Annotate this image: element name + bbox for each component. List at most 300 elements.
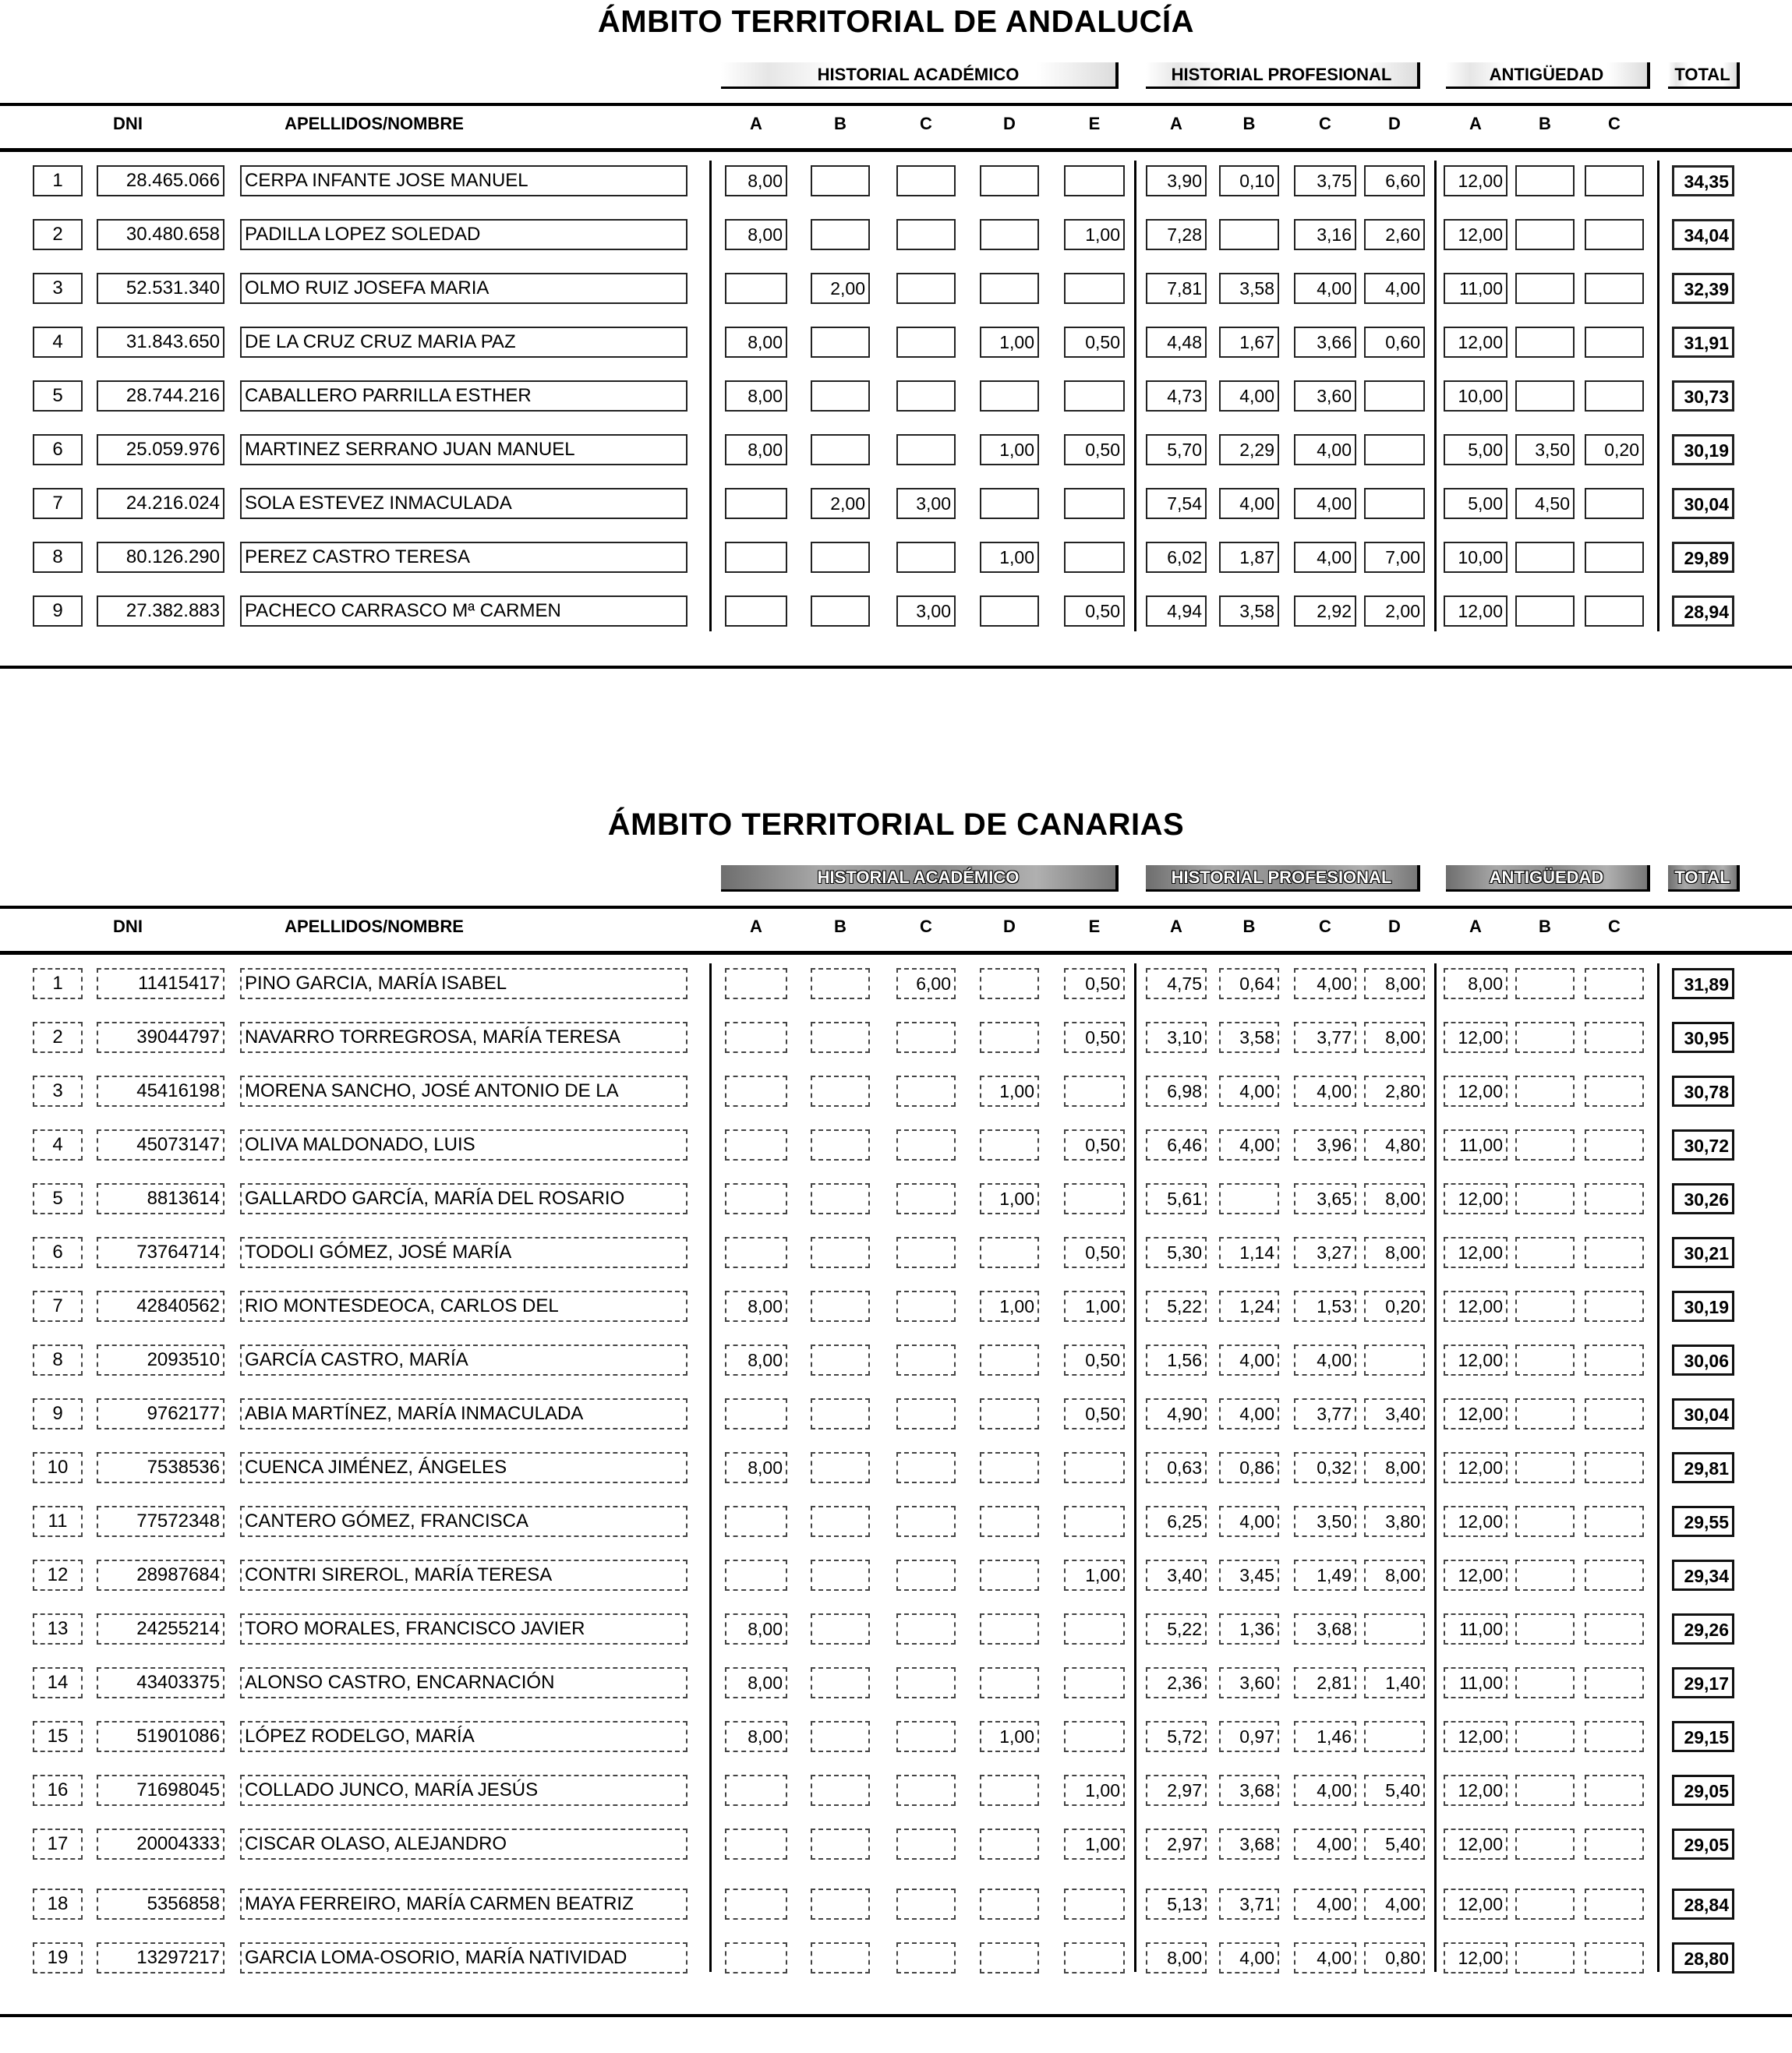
table-row (0, 1613, 1792, 1645)
hp-d-cell: 0,20 (1364, 1291, 1425, 1322)
group-historial-academico: HISTORIAL ACADÉMICO (721, 865, 1119, 892)
ha-d-cell (980, 1022, 1039, 1053)
ha-c-cell (896, 273, 956, 304)
table-row (0, 1398, 1792, 1429)
column-header-hp-d: D (1388, 114, 1401, 133)
hp-a-cell: 4,75 (1146, 968, 1207, 999)
ant-c-cell (1585, 1345, 1644, 1376)
ha-a-cell: 8,00 (725, 1452, 787, 1483)
ha-b-cell (811, 1560, 870, 1591)
dni-cell: 27.382.883 (97, 595, 224, 627)
ha-c-cell (896, 1076, 956, 1107)
ant-b-cell (1515, 219, 1575, 250)
total-cell: 30,21 (1672, 1237, 1734, 1268)
name-cell: GARCIA LOMA-OSORIO, MARÍA NATIVIDAD (240, 1942, 687, 1973)
ha-a-cell: 8,00 (725, 1721, 787, 1752)
hp-d-cell (1364, 1345, 1425, 1376)
ha-a-cell (725, 1560, 787, 1591)
hp-b-cell: 4,00 (1219, 1129, 1279, 1161)
total-cell: 34,04 (1672, 219, 1734, 250)
ant-c-cell (1585, 1076, 1644, 1107)
table-row (0, 1345, 1792, 1376)
ant-b-cell (1515, 1129, 1575, 1161)
hp-b-cell: 4,00 (1219, 1076, 1279, 1107)
hp-a-cell: 6,98 (1146, 1076, 1207, 1107)
ant-a-cell: 12,00 (1444, 1452, 1507, 1483)
column-header-hp-d: D (1388, 917, 1401, 936)
ant-b-cell (1515, 595, 1575, 627)
column-header-ha-d: D (1003, 114, 1016, 133)
hp-c-cell: 3,77 (1294, 1022, 1356, 1053)
row-number: 10 (33, 1452, 83, 1483)
column-header-ha-d: D (1003, 917, 1016, 936)
hp-a-cell: 2,36 (1146, 1667, 1207, 1698)
ha-b-cell (811, 1667, 870, 1698)
name-cell: MORENA SANCHO, JOSÉ ANTONIO DE LA (240, 1076, 687, 1107)
hp-a-cell: 5,22 (1146, 1291, 1207, 1322)
column-header-dni: DNI (113, 917, 143, 936)
hp-a-cell: 5,13 (1146, 1889, 1207, 1920)
ha-e-cell: 0,50 (1064, 434, 1125, 465)
ha-a-cell (725, 1942, 787, 1973)
name-cell: CUENCA JIMÉNEZ, ÁNGELES (240, 1452, 687, 1483)
ant-a-cell: 11,00 (1444, 1129, 1507, 1161)
table-row (0, 1452, 1792, 1483)
ant-a-cell: 12,00 (1444, 1942, 1507, 1973)
hp-d-cell: 4,80 (1364, 1129, 1425, 1161)
ant-b-cell (1515, 1022, 1575, 1053)
hp-d-cell (1364, 1721, 1425, 1752)
ha-a-cell: 8,00 (725, 1613, 787, 1645)
ha-e-cell: 0,50 (1064, 1129, 1125, 1161)
hp-c-cell: 3,27 (1294, 1237, 1356, 1268)
ant-a-cell: 12,00 (1444, 1237, 1507, 1268)
column-header-ha-a: A (750, 114, 762, 133)
name-cell: CERPA INFANTE JOSE MANUEL (240, 165, 687, 196)
column-header-ha-b: B (834, 917, 847, 936)
ant-a-cell: 12,00 (1444, 1398, 1507, 1429)
dni-cell: 28987684 (97, 1560, 224, 1591)
hp-c-cell: 4,00 (1294, 488, 1356, 519)
hp-d-cell: 8,00 (1364, 1452, 1425, 1483)
name-cell: OLMO RUIZ JOSEFA MARIA (240, 273, 687, 304)
ant-b-cell (1515, 1942, 1575, 1973)
table-row (0, 488, 1792, 519)
row-number: 18 (33, 1889, 83, 1920)
hp-d-cell: 2,00 (1364, 595, 1425, 627)
table-row (0, 1506, 1792, 1537)
table-row (0, 1237, 1792, 1268)
ha-b-cell (811, 219, 870, 250)
dni-cell: 5356858 (97, 1889, 224, 1920)
column-header-ant-c: C (1608, 917, 1621, 936)
row-number: 6 (33, 1237, 83, 1268)
ha-c-cell (896, 1667, 956, 1698)
ha-d-cell (980, 1452, 1039, 1483)
ha-e-cell: 1,00 (1064, 1560, 1125, 1591)
ha-d-cell: 1,00 (980, 1076, 1039, 1107)
ha-d-cell: 1,00 (980, 1291, 1039, 1322)
row-number: 7 (33, 488, 83, 519)
ha-c-cell (896, 1613, 956, 1645)
ha-b-cell (811, 165, 870, 196)
ha-d-cell (980, 380, 1039, 412)
ha-b-cell (811, 595, 870, 627)
ant-c-cell (1585, 1291, 1644, 1322)
name-cell: PEREZ CASTRO TERESA (240, 542, 687, 573)
row-number: 5 (33, 380, 83, 412)
total-cell: 29,81 (1672, 1452, 1734, 1483)
hp-b-cell (1219, 1183, 1279, 1214)
hp-c-cell: 3,65 (1294, 1183, 1356, 1214)
hp-b-cell: 2,29 (1219, 434, 1279, 465)
dni-cell: 28.744.216 (97, 380, 224, 412)
group-historial-profesional: HISTORIAL PROFESIONAL (1146, 865, 1420, 892)
column-header-name: APELLIDOS/NOMBRE (285, 114, 464, 133)
ha-d-cell (980, 1613, 1039, 1645)
hp-a-cell: 0,63 (1146, 1452, 1207, 1483)
ant-b-cell: 3,50 (1515, 434, 1575, 465)
total-cell: 29,15 (1672, 1721, 1734, 1752)
ha-c-cell (896, 1775, 956, 1806)
ha-c-cell (896, 1237, 956, 1268)
ant-c-cell (1585, 1775, 1644, 1806)
ha-a-cell: 8,00 (725, 434, 787, 465)
ha-a-cell: 8,00 (725, 165, 787, 196)
name-cell: CABALLERO PARRILLA ESTHER (240, 380, 687, 412)
ha-a-cell (725, 1183, 787, 1214)
hp-b-cell: 4,00 (1219, 380, 1279, 412)
ant-c-cell (1585, 1506, 1644, 1537)
ha-c-cell (896, 1345, 956, 1376)
column-header-ha-e: E (1088, 114, 1101, 133)
ha-d-cell: 1,00 (980, 542, 1039, 573)
hp-a-cell: 7,54 (1146, 488, 1207, 519)
table-row (0, 1560, 1792, 1591)
total-cell: 30,04 (1672, 1398, 1734, 1429)
group-historial-profesional: HISTORIAL PROFESIONAL (1146, 62, 1420, 89)
ha-a-cell (725, 1022, 787, 1053)
ha-c-cell (896, 1942, 956, 1973)
hp-d-cell: 5,40 (1364, 1775, 1425, 1806)
ant-a-cell: 12,00 (1444, 1889, 1507, 1920)
ha-d-cell (980, 1129, 1039, 1161)
header-rule-bottom (0, 951, 1792, 955)
hp-b-cell: 0,10 (1219, 165, 1279, 196)
ha-c-cell (896, 1452, 956, 1483)
hp-a-cell: 4,94 (1146, 595, 1207, 627)
hp-d-cell (1364, 1613, 1425, 1645)
row-number: 11 (33, 1506, 83, 1537)
total-cell: 31,91 (1672, 327, 1734, 358)
row-number: 14 (33, 1667, 83, 1698)
dni-cell: 39044797 (97, 1022, 224, 1053)
hp-d-cell: 2,60 (1364, 219, 1425, 250)
hp-b-cell: 1,87 (1219, 542, 1279, 573)
ant-c-cell (1585, 165, 1644, 196)
hp-a-cell: 5,72 (1146, 1721, 1207, 1752)
ha-e-cell (1064, 165, 1125, 196)
ha-d-cell (980, 219, 1039, 250)
column-header-ha-c: C (920, 114, 932, 133)
ant-c-cell (1585, 1237, 1644, 1268)
ha-b-cell (811, 968, 870, 999)
hp-c-cell: 4,00 (1294, 434, 1356, 465)
table-row (0, 273, 1792, 304)
ant-b-cell (1515, 1613, 1575, 1645)
ha-d-cell (980, 1237, 1039, 1268)
dni-cell: 43403375 (97, 1667, 224, 1698)
ha-e-cell: 0,50 (1064, 1022, 1125, 1053)
total-cell: 32,39 (1672, 273, 1734, 304)
ha-d-cell (980, 273, 1039, 304)
dni-cell: 80.126.290 (97, 542, 224, 573)
dni-cell: 24255214 (97, 1613, 224, 1645)
ha-c-cell (896, 1129, 956, 1161)
hp-c-cell: 4,00 (1294, 1345, 1356, 1376)
ha-d-cell (980, 968, 1039, 999)
table-row (0, 219, 1792, 250)
column-header-hp-b: B (1242, 114, 1256, 133)
ant-c-cell (1585, 488, 1644, 519)
hp-d-cell: 0,80 (1364, 1942, 1425, 1973)
hp-c-cell: 1,49 (1294, 1560, 1356, 1591)
total-cell: 30,72 (1672, 1129, 1734, 1161)
ha-a-cell: 8,00 (725, 327, 787, 358)
ant-b-cell (1515, 968, 1575, 999)
hp-d-cell: 5,40 (1364, 1829, 1425, 1860)
hp-b-cell: 3,60 (1219, 1667, 1279, 1698)
dni-cell: 20004333 (97, 1829, 224, 1860)
dni-cell: 45073147 (97, 1129, 224, 1161)
hp-b-cell: 1,14 (1219, 1237, 1279, 1268)
ha-e-cell (1064, 1506, 1125, 1537)
column-header-dni: DNI (113, 114, 143, 133)
ant-b-cell (1515, 1237, 1575, 1268)
table-row (0, 165, 1792, 196)
dni-cell: 25.059.976 (97, 434, 224, 465)
row-number: 19 (33, 1942, 83, 1973)
hp-b-cell: 4,00 (1219, 1942, 1279, 1973)
hp-a-cell: 6,25 (1146, 1506, 1207, 1537)
section-end-rule (0, 666, 1792, 669)
group-total: TOTAL (1668, 865, 1740, 892)
row-number: 17 (33, 1829, 83, 1860)
hp-c-cell: 3,75 (1294, 165, 1356, 196)
row-number: 2 (33, 219, 83, 250)
ha-b-cell (811, 380, 870, 412)
name-cell: GARCÍA CASTRO, MARÍA (240, 1345, 687, 1376)
ha-a-cell (725, 1129, 787, 1161)
row-number: 6 (33, 434, 83, 465)
ha-b-cell (811, 434, 870, 465)
ant-b-cell (1515, 1345, 1575, 1376)
total-cell: 29,17 (1672, 1667, 1734, 1698)
section-title: ÁMBITO TERRITORIAL DE ANDALUCÍA (597, 5, 1195, 39)
name-cell: TODOLI GÓMEZ, JOSÉ MARÍA (240, 1237, 687, 1268)
ant-c-cell (1585, 1022, 1644, 1053)
table-row (0, 1829, 1792, 1860)
ant-a-cell: 12,00 (1444, 1345, 1507, 1376)
dni-cell: 2093510 (97, 1345, 224, 1376)
name-cell: NAVARRO TORREGROSA, MARÍA TERESA (240, 1022, 687, 1053)
ant-b-cell (1515, 1291, 1575, 1322)
column-header-hp-b: B (1242, 917, 1256, 936)
name-cell: CANTERO GÓMEZ, FRANCISCA (240, 1506, 687, 1537)
ant-a-cell: 12,00 (1444, 219, 1507, 250)
ha-e-cell (1064, 1452, 1125, 1483)
hp-c-cell: 4,00 (1294, 1829, 1356, 1860)
hp-b-cell: 4,00 (1219, 1398, 1279, 1429)
hp-d-cell: 4,00 (1364, 273, 1425, 304)
hp-c-cell: 1,46 (1294, 1721, 1356, 1752)
hp-b-cell: 3,68 (1219, 1829, 1279, 1860)
ha-e-cell: 1,00 (1064, 1829, 1125, 1860)
hp-c-cell: 4,00 (1294, 1775, 1356, 1806)
ant-b-cell (1515, 1829, 1575, 1860)
row-number: 3 (33, 1076, 83, 1107)
hp-b-cell: 4,00 (1219, 488, 1279, 519)
total-cell: 29,26 (1672, 1613, 1734, 1645)
hp-d-cell: 8,00 (1364, 1022, 1425, 1053)
ha-c-cell (896, 165, 956, 196)
ha-c-cell (896, 1506, 956, 1537)
total-cell: 29,55 (1672, 1506, 1734, 1537)
name-cell: TORO MORALES, FRANCISCO JAVIER (240, 1613, 687, 1645)
header-rule-top (0, 906, 1792, 909)
ant-a-cell: 12,00 (1444, 1291, 1507, 1322)
ant-c-cell: 0,20 (1585, 434, 1644, 465)
ha-a-cell (725, 968, 787, 999)
group-antiguedad: ANTIGÜEDAD (1446, 62, 1650, 89)
ha-d-cell (980, 1398, 1039, 1429)
hp-a-cell: 7,28 (1146, 219, 1207, 250)
row-number: 8 (33, 1345, 83, 1376)
ha-d-cell (980, 1506, 1039, 1537)
ha-b-cell: 2,00 (811, 488, 870, 519)
row-number: 16 (33, 1775, 83, 1806)
hp-a-cell: 5,70 (1146, 434, 1207, 465)
total-cell: 30,04 (1672, 488, 1734, 519)
name-cell: MARTINEZ SERRANO JUAN MANUEL (240, 434, 687, 465)
total-cell: 29,05 (1672, 1829, 1734, 1860)
dni-cell: 77572348 (97, 1506, 224, 1537)
ant-c-cell (1585, 1889, 1644, 1920)
hp-a-cell: 4,73 (1146, 380, 1207, 412)
column-header-ant-a: A (1469, 114, 1482, 133)
group-total: TOTAL (1668, 62, 1740, 89)
table-row (0, 1889, 1792, 1920)
hp-b-cell: 1,24 (1219, 1291, 1279, 1322)
ha-a-cell (725, 1506, 787, 1537)
ha-e-cell (1064, 1076, 1125, 1107)
ha-b-cell (811, 327, 870, 358)
hp-d-cell: 8,00 (1364, 1560, 1425, 1591)
ha-b-cell (811, 1398, 870, 1429)
ant-c-cell (1585, 1667, 1644, 1698)
hp-c-cell: 4,00 (1294, 542, 1356, 573)
table-row (0, 1129, 1792, 1161)
ha-e-cell (1064, 1942, 1125, 1973)
ant-a-cell: 11,00 (1444, 1667, 1507, 1698)
ha-e-cell (1064, 1183, 1125, 1214)
ha-e-cell: 1,00 (1064, 1775, 1125, 1806)
ha-c-cell: 3,00 (896, 595, 956, 627)
table-row (0, 595, 1792, 627)
table-row (0, 1291, 1792, 1322)
hp-b-cell (1219, 219, 1279, 250)
dni-cell: 45416198 (97, 1076, 224, 1107)
hp-d-cell: 2,80 (1364, 1076, 1425, 1107)
ha-a-cell (725, 488, 787, 519)
table-row (0, 968, 1792, 999)
ha-b-cell (811, 1291, 870, 1322)
column-header-ha-b: B (834, 114, 847, 133)
ha-d-cell (980, 1560, 1039, 1591)
hp-c-cell: 4,00 (1294, 273, 1356, 304)
ant-c-cell (1585, 1183, 1644, 1214)
row-number: 9 (33, 595, 83, 627)
hp-b-cell: 0,64 (1219, 968, 1279, 999)
ha-e-cell: 0,50 (1064, 1345, 1125, 1376)
total-cell: 29,34 (1672, 1560, 1734, 1591)
row-number: 4 (33, 1129, 83, 1161)
ha-a-cell (725, 542, 787, 573)
ha-b-cell (811, 1022, 870, 1053)
ant-c-cell (1585, 542, 1644, 573)
hp-b-cell: 3,45 (1219, 1560, 1279, 1591)
table-row (0, 1775, 1792, 1806)
hp-d-cell: 7,00 (1364, 542, 1425, 573)
ant-c-cell (1585, 1398, 1644, 1429)
ant-c-cell (1585, 273, 1644, 304)
hp-d-cell (1364, 434, 1425, 465)
column-header-ant-c: C (1608, 114, 1621, 133)
name-cell: SOLA ESTEVEZ INMACULADA (240, 488, 687, 519)
hp-b-cell: 4,00 (1219, 1506, 1279, 1537)
ha-a-cell (725, 273, 787, 304)
ant-c-cell (1585, 1560, 1644, 1591)
hp-a-cell: 6,46 (1146, 1129, 1207, 1161)
ant-c-cell (1585, 968, 1644, 999)
hp-b-cell: 0,97 (1219, 1721, 1279, 1752)
ha-a-cell (725, 1829, 787, 1860)
section-title: ÁMBITO TERRITORIAL DE CANARIAS (607, 807, 1185, 842)
ant-b-cell (1515, 380, 1575, 412)
name-cell: ABIA MARTÍNEZ, MARÍA INMACULADA (240, 1398, 687, 1429)
ha-c-cell (896, 434, 956, 465)
ha-c-cell (896, 1022, 956, 1053)
name-cell: OLIVA MALDONADO, LUIS (240, 1129, 687, 1161)
hp-b-cell: 1,36 (1219, 1613, 1279, 1645)
hp-a-cell: 2,97 (1146, 1829, 1207, 1860)
hp-a-cell: 4,48 (1146, 327, 1207, 358)
total-cell: 30,73 (1672, 380, 1734, 412)
hp-b-cell: 3,71 (1219, 1889, 1279, 1920)
ha-b-cell (811, 542, 870, 573)
hp-d-cell: 3,80 (1364, 1506, 1425, 1537)
ha-e-cell: 1,00 (1064, 1291, 1125, 1322)
table-row (0, 1721, 1792, 1752)
ha-b-cell (811, 1613, 870, 1645)
ha-d-cell: 1,00 (980, 1721, 1039, 1752)
ha-e-cell: 0,50 (1064, 968, 1125, 999)
hp-a-cell: 8,00 (1146, 1942, 1207, 1973)
ant-a-cell: 12,00 (1444, 1506, 1507, 1537)
ant-a-cell: 11,00 (1444, 273, 1507, 304)
ha-d-cell (980, 1775, 1039, 1806)
ha-e-cell: 0,50 (1064, 327, 1125, 358)
